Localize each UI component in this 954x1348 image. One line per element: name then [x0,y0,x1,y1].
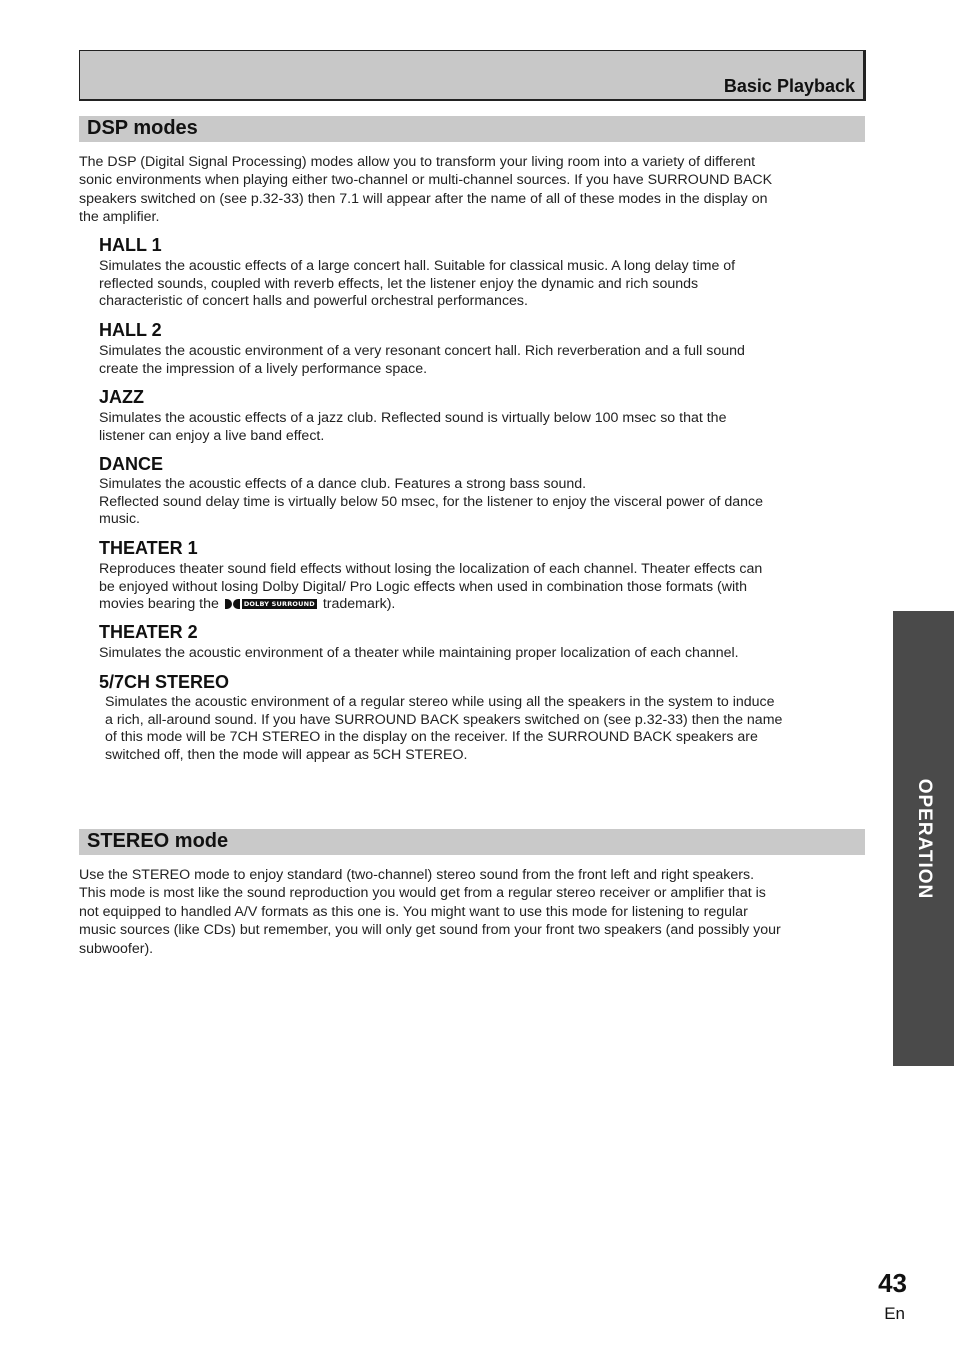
dsp-intro-paragraph [79,153,772,227]
dsp-section-heading: DSP modes [87,117,198,139]
header-box [79,50,866,101]
mode-desc-theater-2 [99,645,864,663]
text-line: This mode is most like the sound reproduction you would get from a regular stereo receiver or amplifier that is [79,885,766,902]
mode-desc-dance [99,476,864,529]
text-line: Use the STEREO mode to enjoy standard (two-channel) stereo sound from the front left and right speakers. [79,867,755,883]
mode-title-dance: DANCE [99,454,164,474]
text-line: the amplifier. [79,209,160,226]
text-line: Simulates the acoustic environment of a theater while maintaining proper localization of each channel. [99,645,739,661]
text-line: sonic environments when playing either two-channel or multi-channel sources. If you have SURROUND BACK [79,172,773,189]
mode-title-5-7ch-stereo: 5/7CH STEREO [99,672,230,692]
dsp-section-heading-bar [79,116,865,142]
text-line: music sources (like CDs) but remember, you will only get sound from your front two speakers (and possibly your [79,922,781,939]
text-line: switched off, then the mode will appear as 5CH STEREO. [105,746,468,763]
text-line: Reflected sound delay time is virtually below 50 msec, for the listener to enjoy the visceral power of dance [99,493,763,510]
text-line: The DSP (Digital Signal Processing) modes allow you to transform your living room into a variety of different [79,154,756,170]
stereo-section-heading: STEREO mode [87,830,229,852]
text-line: be enjoyed without losing Dolby Digital/ Pro Logic effects when used in combination those formats (with [99,578,747,595]
mode-desc-hall-2 [99,343,864,378]
text-line: characteristic of concert halls and powerful orchestral performances. [99,293,528,310]
text-line-with-logo [99,596,864,614]
text-line: Simulates the acoustic environment of a very resonant concert hall. Rich reverberation and a full sound [99,343,745,359]
mode-desc-jazz [99,410,864,445]
dolby-surround-logo [225,599,317,609]
stereo-section-heading-bar [79,829,865,855]
dolby-surround-logo-text: DOLBY SURROUND [243,600,315,609]
page-number: 43 [878,1268,907,1298]
text-line: create the impression of a lively performance space. [99,360,428,377]
text-line: listener can enjoy a live band effect. [99,427,325,444]
text-line: not equipped to handled A/V formats as this one is. You might want to use this mode for listening to regular [79,903,748,920]
text-line: reflected sounds, coupled with reverb effects, let the listener enjoy the dynamic and rich sounds [99,275,699,292]
mode-title-theater-1: THEATER 1 [99,538,198,558]
page-language: En [884,1304,905,1323]
text-line: Reproduces theater sound field effects without losing the localization of each channel. Theater effects can [99,561,763,577]
mode-desc-theater-1 [99,561,864,614]
text-line: Simulates the acoustic environment of a regular stereo while using all the speakers in the system to induce [105,694,775,710]
operation-side-tab [893,611,954,1066]
side-tab-label: OPERATION [913,778,935,899]
header-title: Basic Playback [723,76,855,96]
mode-desc-hall-1 [99,258,864,311]
text-line: subwoofer). [79,940,154,957]
text-line: speakers switched on (see p.32-33) then 7.1 will appear after the name of all of these modes in the display on [79,190,768,207]
text-segment: movies bearing the [99,596,219,613]
mode-desc-5-7ch-stereo [105,694,860,764]
double-d-icon [225,599,240,609]
text-line: Simulates the acoustic effects of a jazz club. Reflected sound is virtually below 100 msec so that the [99,410,727,426]
text-segment: trademark). [322,596,396,613]
stereo-body-paragraph [79,866,781,958]
mode-title-theater-2: THEATER 2 [99,622,198,642]
mode-title-jazz: JAZZ [99,387,144,407]
mode-title-hall-1: HALL 1 [99,235,162,255]
text-line: of this mode will be 7CH STEREO in the display on the receiver. If the SURROUND BACK speakers are [105,729,758,746]
text-line: a rich, all-around sound. If you have SURROUND BACK speakers switched on (see p.32-33) then the name [105,711,783,728]
text-line: Simulates the acoustic effects of a dance club. Features a strong bass sound. [99,476,587,492]
text-line: Simulates the acoustic effects of a large concert hall. Suitable for classical music. A long delay time of [99,258,736,274]
mode-title-hall-2: HALL 2 [99,320,162,340]
text-line: music. [99,511,140,528]
